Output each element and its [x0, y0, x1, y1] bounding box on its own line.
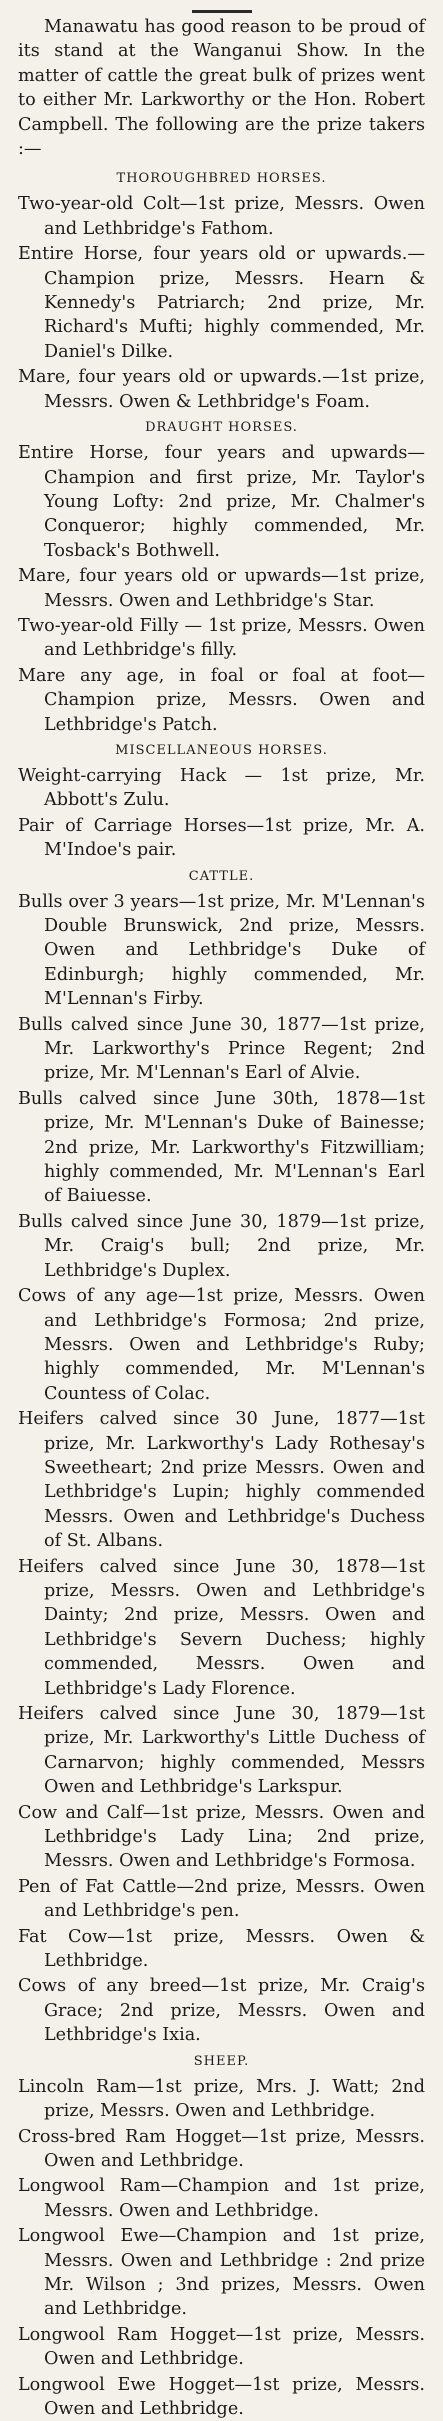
- prize-entry: Pen of Fat Cattle—2nd prize, Messrs. Owen and Lethbridge's pen.: [18, 1876, 425, 1922]
- prize-entry: Cross-bred Ram Hogget—1st prize, Messrs. Owen and Lethbridge.: [18, 2126, 425, 2171]
- section-cattle: [18, 867, 425, 2048]
- section-heading: SHEEP.: [193, 2053, 250, 2069]
- section-heading: CATTLE.: [188, 868, 255, 884]
- prize-entry: Cows of any breed—1st prize, Mr. Craig's Grace; 2nd prize, Messrs. Owen and Lethbridge's Ixia.: [18, 1976, 425, 2046]
- prize-entry: Longwool Ewe Hogget—1st prize, Messrs. Owen and Lethbridge.: [18, 2374, 425, 2419]
- prize-entry: Lincoln Ram—1st prize, Mrs. J. Watt; 2nd prize, Messrs. Owen and Lethbridge.: [18, 2076, 425, 2122]
- prize-entry: Pair of Carriage Horses—1st prize, Mr. A. M'Indoe's pair.: [18, 815, 425, 861]
- prize-entry: Longwool Ram—Champion and 1st prize, Messrs. Owen and Lethbridge.: [18, 2176, 425, 2221]
- prize-entry: Entire Horse, four years old or upwards.—Champion prize, Messrs. Hearn & Kennedy's Patriarch; 2nd prize, Mr. Richard's Mufti; highly commended, Mr. Daniel's Dilke.: [18, 244, 425, 362]
- prize-entry: Longwool Ram Hogget—1st prize, Messrs. Owen and Lethbridge.: [18, 2324, 425, 2370]
- prize-entry: Mare any age, in foal or foal at foot—Champion prize, Messrs. Owen and Lethbridge's Patch.: [18, 665, 425, 735]
- section-thoroughbred: [18, 169, 425, 414]
- prize-entry: Cows of any age—1st prize, Messrs. Owen and Lethbridge's Formosa; 2nd prize, Messrs. Owen and Lethbridge's Ruby; highly commended, Mr. M'Lennan's Countess of Colac.: [18, 1286, 425, 1404]
- prize-entry: Bulls calved since June 30, 1877—1st prize, Mr. Larkworthy's Prince Regent; 2nd prize, Mr. M'Lennan's Earl of Alvie.: [18, 1014, 425, 1084]
- prize-entry: Heifers calved since June 30, 1878—1st prize, Messrs. Owen and Lethbridge's Dainty; 2nd prize, Messrs. Owen and Lethbridge's Severn Duchess; highly commended, Messrs. Owen and Lethbridge's Lady Florence.: [18, 1556, 425, 1699]
- prize-entry: Bulls calved since June 30, 1879—1st prize, Mr. Craig's bull; 2nd prize, Mr. Lethbridge's Duplex.: [18, 1211, 425, 1281]
- prize-entry: Mare, four years old or upwards.—1st prize, Messrs. Owen & Lethbridge's Foam.: [18, 367, 425, 412]
- section-draught: [18, 418, 425, 737]
- prize-entry: Heifers calved since 30 June, 1877—1st prize, Mr. Larkworthy's Lady Rothesay's Sweetheart; 2nd prize Messrs. Owen and Lethbridge's Lupin; highly commended Messrs. Owen and Lethbridge's Duchess of St. Albans.: [18, 1409, 425, 1552]
- prize-entry: Entire Horse, four years and upwards—Champion and first prize, Mr. Taylor's Young Lofty: 2nd prize, Mr. Chalmer's Conqueror; highly commended, Mr. Tosback's Bothwell.: [18, 443, 425, 561]
- section-heading: DRAUGHT HORSES.: [145, 420, 298, 436]
- prize-entry: Two-year-old Colt—1st prize, Messrs. Owen and Lethbridge's Fathom.: [18, 194, 425, 239]
- section-sheep: [18, 2052, 425, 2421]
- top-rule: [192, 10, 252, 13]
- prize-entry: Two-year-old Filly — 1st prize, Messrs. Owen and Lethbridge's filly.: [18, 615, 425, 661]
- prize-entry: Mare, four years old or upwards—1st prize, Messrs. Owen and Lethbridge's Star.: [18, 566, 425, 611]
- section-heading: MISCELLANEOUS HORSES.: [115, 742, 328, 758]
- prize-entry: Fat Cow—1st prize, Messrs. Owen & Lethbridge.: [18, 1926, 425, 1972]
- intro-paragraph: Manawatu has good reason to be proud of its stand at the Wanganui Show. In the matter of cattle the great bulk of prizes went to either Mr. Larkworthy or the Hon. Robert Campbell. The following are the prize takers :—: [18, 17, 425, 160]
- section-heading: THOROUGHBRED HORSES.: [116, 171, 327, 187]
- prize-entry: Bulls over 3 years—1st prize, Mr. M'Lennan's Double Brunswick, 2nd prize, Messrs. Owen and Lethbridge's Duke of Edinburgh; highly commended, Mr. M'Lennan's Firby.: [18, 891, 425, 1010]
- section-miscellaneous: [18, 741, 425, 863]
- prize-entry: Heifers calved since June 30, 1879—1st prize, Mr. Larkworthy's Little Duchess of Carnarvon; highly commended, Messrs Owen and Lethbridge's Larkspur.: [18, 1704, 425, 1798]
- prize-entry: Cow and Calf—1st prize, Messrs. Owen and Lethbridge's Lady Lina; 2nd prize, Messrs. Owen and Lethbridge's Formosa.: [18, 1802, 425, 1872]
- prize-entry: Bulls calved since June 30th, 1878—1st prize, Mr. M'Lennan's Duke of Bainesse; 2nd prize, Mr. Larkworthy's Fitzwilliam; highly commended, Mr. M'Lennan's Earl of Baiuesse.: [18, 1088, 425, 1207]
- prize-entry: Weight-carrying Hack — 1st prize, Mr. Abbott's Zulu.: [18, 765, 425, 811]
- prize-entry: Longwool Ewe—Champion and 1st prize, Messrs. Owen and Lethbridge : 2nd prize Mr. Wilson ; 3nd prizes, Messrs. Owen and Lethbridge.: [18, 2226, 425, 2320]
